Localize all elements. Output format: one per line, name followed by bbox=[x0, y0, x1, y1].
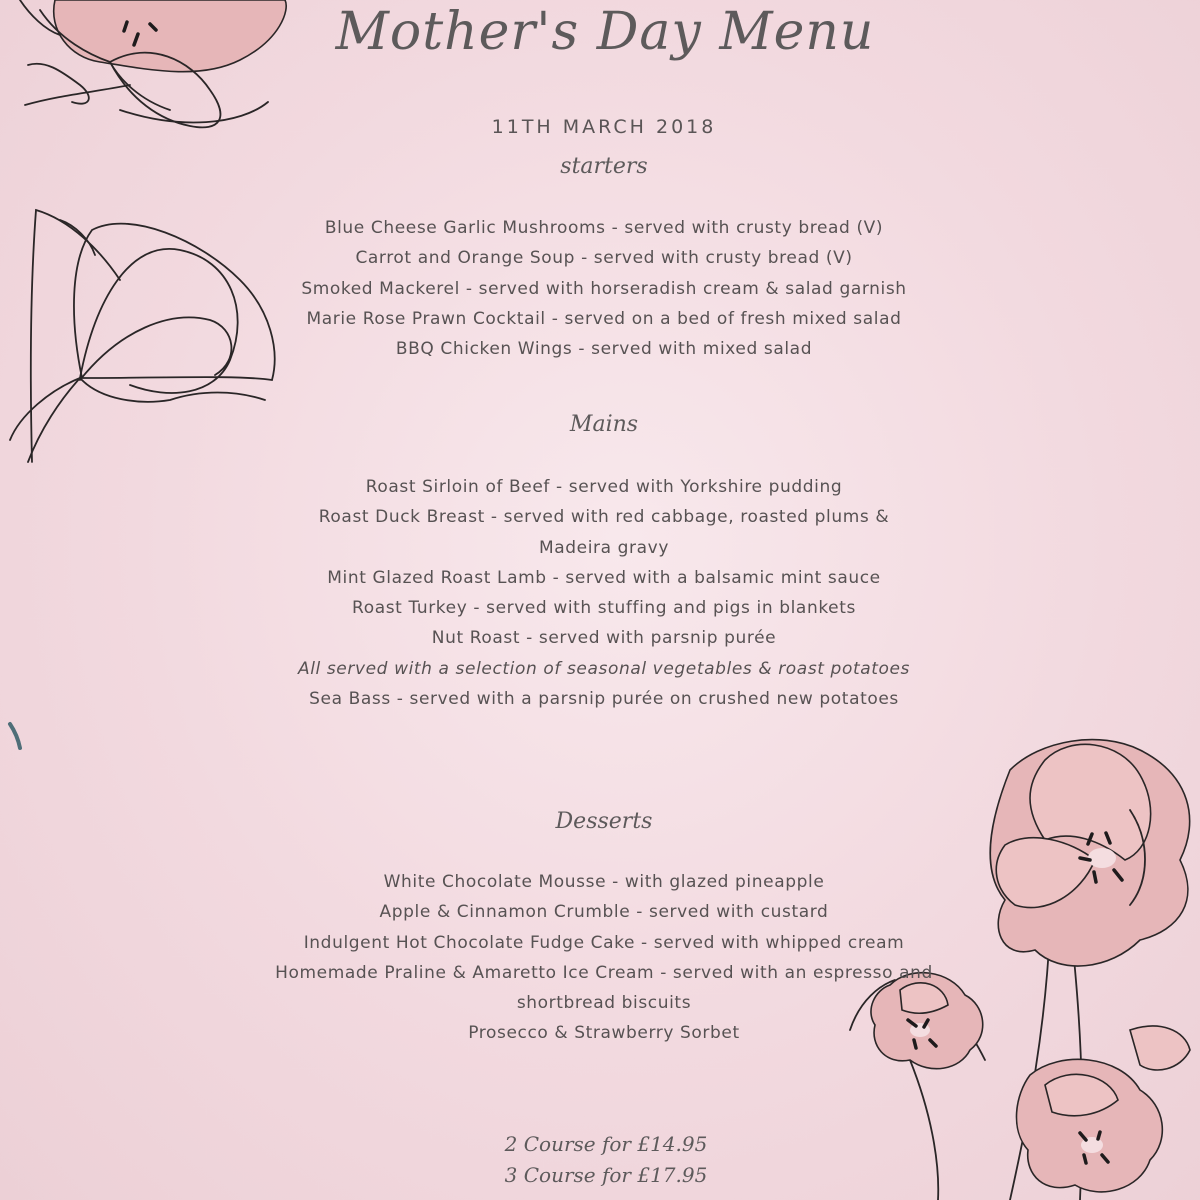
section-heading-mains: Mains bbox=[569, 412, 639, 437]
desserts-list bbox=[0, 867, 1200, 1049]
list-item: Roast Turkey - served with stuffing and pigs in blankets bbox=[352, 598, 856, 619]
list-item: Homemade Praline & Amaretto Ice Cream - served with an espresso and bbox=[275, 962, 933, 983]
list-item: Nut Roast - served with parsnip purée bbox=[431, 628, 777, 649]
section-heading-desserts: Desserts bbox=[555, 809, 653, 834]
list-item: Blue Cheese Garlic Mushrooms - served with crusty bread (V) bbox=[324, 218, 884, 238]
starters-list bbox=[0, 213, 1200, 364]
list-item: Prosecco & Strawberry Sorbet bbox=[468, 1023, 740, 1044]
list-item: BBQ Chicken Wings - served with mixed salad bbox=[395, 339, 813, 360]
list-item: Smoked Mackerel - served with horseradish cream & salad garnish bbox=[301, 278, 907, 299]
page-title: Mother's Day Menu bbox=[335, 2, 875, 62]
list-item: Carrot and Orange Soup - served with crusty bread (V) bbox=[355, 248, 853, 269]
price-three-course: 3 Course for £17.95 bbox=[504, 1163, 708, 1187]
list-item: Marie Rose Prawn Cocktail - served on a bed of fresh mixed salad bbox=[306, 308, 902, 329]
list-item: Sea Bass - served with a parsnip purée on crushed new potatoes bbox=[309, 689, 899, 710]
list-item: Indulgent Hot Chocolate Fudge Cake - served with whipped cream bbox=[303, 932, 905, 953]
section-heading-starters: starters bbox=[560, 154, 648, 179]
list-item: Mint Glazed Roast Lamb - served with a balsamic mint sauce bbox=[327, 567, 881, 588]
mains-list bbox=[0, 472, 1200, 714]
price-two-course: 2 Course for £14.95 bbox=[504, 1132, 708, 1156]
list-item: shortbread biscuits bbox=[516, 993, 692, 1014]
menu-date: 11TH MARCH 2018 bbox=[491, 116, 717, 138]
list-item: Madeira gravy bbox=[539, 537, 669, 558]
list-item: White Chocolate Mousse - with glazed pineapple bbox=[383, 872, 825, 892]
list-item: Roast Sirloin of Beef - served with Yorkshire pudding bbox=[365, 477, 843, 497]
list-item: Roast Duck Breast - served with red cabbage, roasted plums & bbox=[318, 507, 890, 528]
list-item: Apple & Cinnamon Crumble - served with custard bbox=[379, 902, 829, 923]
ink-mark bbox=[6, 722, 26, 752]
list-note: All served with a selection of seasonal vegetables & roast potatoes bbox=[297, 658, 911, 679]
